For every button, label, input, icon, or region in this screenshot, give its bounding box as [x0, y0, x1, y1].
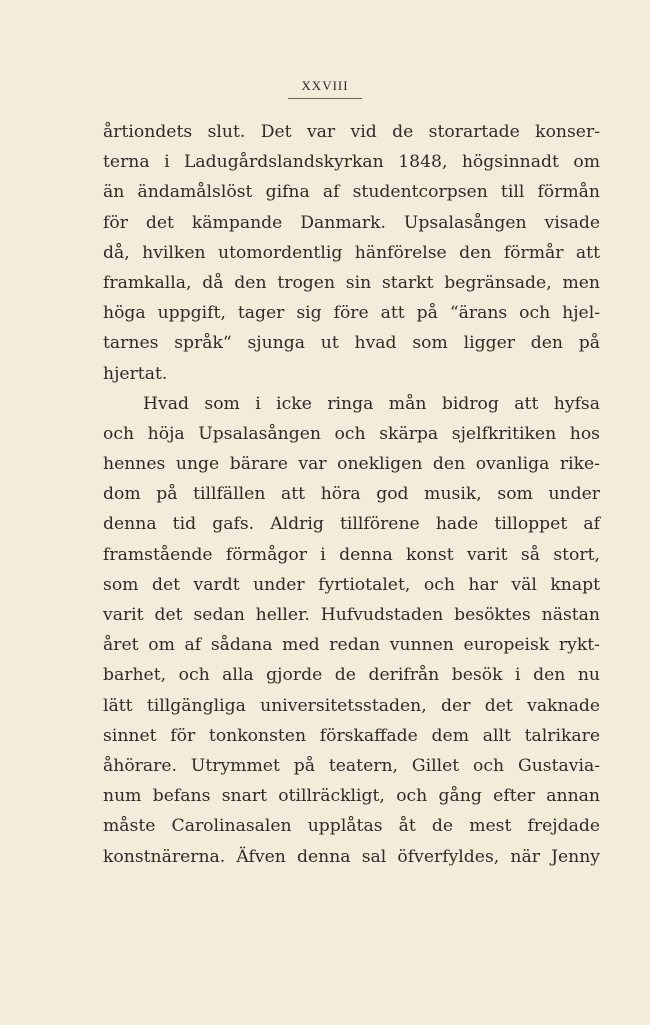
- text-line: terna i Ladugårdslandskyrkan 1848, högsinnadt om: [103, 152, 600, 173]
- paragraph-1: [103, 117, 600, 389]
- text-line: hennes unge bärare var onekligen den ovanliga rike-: [103, 454, 600, 475]
- page-number: XXVIII: [288, 78, 362, 99]
- text-line: året om af sådana med redan vunnen europeisk rykt-: [103, 635, 600, 656]
- text-line: för det kämpande Danmark. Upsalasången visade: [103, 212, 600, 233]
- page-header: [0, 75, 650, 99]
- text-line: hjertat.: [103, 363, 168, 384]
- text-line: konstnärerna. Äfven denna sal öfverfyldes, när Jenny: [103, 846, 600, 867]
- text-line: denna tid gafs. Aldrig tillförene hade tilloppet af: [103, 514, 600, 535]
- text-line: än ändamålslöst gifna af studentcorpsen till förmån: [103, 182, 600, 203]
- text-line: framkalla, då den trogen sin starkt begränsade, men: [103, 272, 600, 293]
- text-line: Hvad som i icke ringa mån bidrog att hyfsa: [143, 393, 600, 414]
- text-line: och höja Upsalasången och skärpa sjelfkritiken hos: [103, 423, 600, 444]
- text-line: num befans snart otillräckligt, och gång efter annan: [103, 786, 600, 807]
- text-line: åhörare. Utrymmet på teatern, Gillet och Gustavia-: [103, 755, 600, 776]
- text-line: måste Carolinasalen upplåtas åt de mest frejdade: [103, 816, 600, 837]
- text-line: årtiondets slut. Det var vid de storartade konser-: [103, 122, 600, 142]
- text-line: lätt tillgängliga universitetsstaden, der det vaknade: [103, 695, 600, 716]
- text-line: dom på tillfällen att höra god musik, som under: [103, 484, 600, 505]
- text-line: framstående förmågor i denna konst varit så stort,: [103, 544, 600, 565]
- text-line: som det vardt under fyrtiotalet, och har väl knapt: [103, 574, 600, 595]
- text-line: höga uppgift, tager sig före att på “ärans och hjel-: [103, 303, 600, 324]
- text-line: tarnes språk“ sjunga ut hvad som ligger den på: [103, 333, 600, 354]
- text-line: sinnet för tonkonsten förskaffade dem allt talrikare: [103, 725, 600, 746]
- paragraph-2: [103, 389, 600, 872]
- text-line: barhet, och alla gjorde de derifrån besök i den nu: [103, 665, 600, 686]
- text-line: då, hvilken utomordentlig hänförelse den förmår att: [103, 242, 600, 263]
- text-line: varit det sedan heller. Hufvudstaden besöktes nästan: [103, 605, 600, 625]
- body-text: [103, 117, 600, 872]
